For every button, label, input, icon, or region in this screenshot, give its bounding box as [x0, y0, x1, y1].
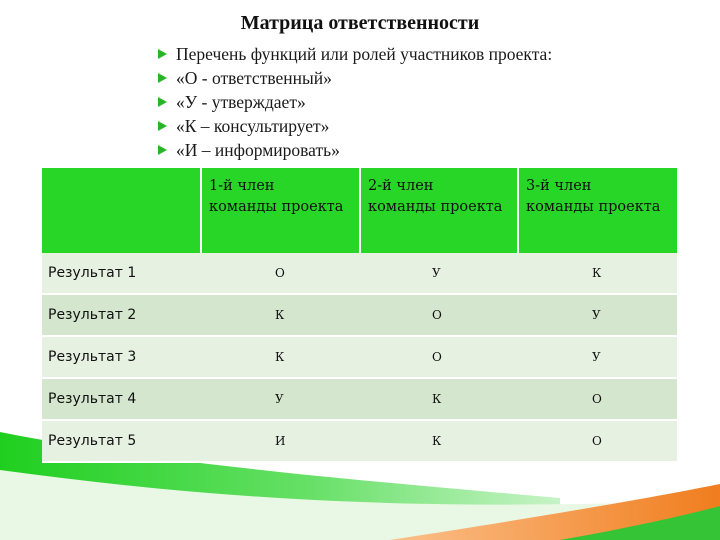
- column-header-line: 1-й член: [209, 178, 275, 194]
- row-label: Результат 1: [42, 253, 201, 294]
- column-header-line: команды проекта: [526, 199, 661, 215]
- role-cell: У: [360, 253, 518, 294]
- table-row: [42, 336, 677, 378]
- triangle-bullet-icon: [158, 121, 167, 131]
- column-header: [360, 168, 518, 253]
- role-cell: И: [201, 420, 360, 462]
- responsibility-matrix-table: [42, 168, 677, 463]
- role-cell: К: [518, 253, 677, 294]
- triangle-bullet-icon: [158, 49, 167, 59]
- legend-item: [158, 66, 552, 90]
- role-cell: О: [360, 294, 518, 336]
- triangle-bullet-icon: [158, 73, 167, 83]
- role-cell: О: [201, 253, 360, 294]
- role-cell: У: [518, 336, 677, 378]
- legend-text: Перечень функций или ролей участников проекта:: [176, 44, 553, 64]
- legend-text: «И – информировать»: [176, 140, 340, 160]
- triangle-bullet-icon: [158, 97, 167, 107]
- column-header-line: команды проекта: [368, 199, 503, 215]
- role-cell: О: [518, 420, 677, 462]
- role-cell: К: [201, 294, 360, 336]
- role-cell: О: [518, 378, 677, 420]
- row-label: Результат 2: [42, 294, 201, 336]
- legend-text: «У - утверждает»: [176, 92, 306, 112]
- legend-item: [158, 42, 552, 66]
- column-header-line: 2-й член: [368, 178, 434, 194]
- table-row: [42, 253, 677, 294]
- role-cell: О: [360, 336, 518, 378]
- role-cell: У: [518, 294, 677, 336]
- role-cell: К: [201, 336, 360, 378]
- table-row: [42, 378, 677, 420]
- table-header-row: [42, 168, 677, 253]
- role-cell: У: [201, 378, 360, 420]
- column-header: [518, 168, 677, 253]
- page-title: Матрица ответственности: [240, 12, 480, 34]
- legend-item: [158, 138, 552, 162]
- role-legend-list: [158, 42, 552, 162]
- legend-text: «К – консультирует»: [176, 116, 330, 136]
- role-cell: К: [360, 378, 518, 420]
- column-header: [201, 168, 360, 253]
- triangle-bullet-icon: [158, 145, 167, 155]
- legend-text: «О - ответственный»: [176, 68, 332, 88]
- legend-item: [158, 90, 552, 114]
- legend-item: [158, 114, 552, 138]
- column-header-line: команды проекта: [209, 199, 344, 215]
- role-cell: К: [360, 420, 518, 462]
- table-row: [42, 294, 677, 336]
- header-corner-cell: [42, 168, 201, 253]
- row-label: Результат 5: [42, 420, 201, 462]
- row-label: Результат 4: [42, 378, 201, 420]
- row-label: Результат 3: [42, 336, 201, 378]
- table-row: [42, 420, 677, 462]
- column-header-line: 3-й член: [526, 178, 592, 194]
